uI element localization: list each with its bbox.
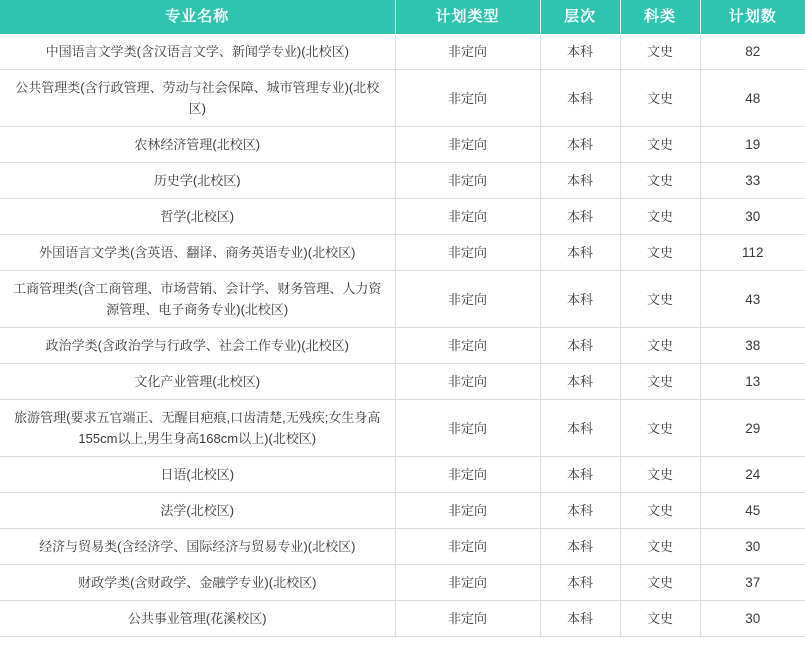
cell-level: 本科 xyxy=(540,199,620,235)
cell-plan-type: 非定向 xyxy=(395,601,540,637)
table-body xyxy=(0,34,805,637)
cell-major: 财政学类(含财政学、金融学专业)(北校区) xyxy=(0,565,395,601)
cell-major: 中国语言文学类(含汉语言文学、新闻学专业)(北校区) xyxy=(0,34,395,70)
table-row xyxy=(0,364,805,400)
column-header-count: 计划数 xyxy=(700,0,805,34)
cell-subject: 文史 xyxy=(620,235,700,271)
cell-major: 历史学(北校区) xyxy=(0,163,395,199)
table-row xyxy=(0,457,805,493)
table-row xyxy=(0,70,805,127)
table-row xyxy=(0,601,805,637)
table-row xyxy=(0,328,805,364)
table-row xyxy=(0,199,805,235)
cell-major: 政治学类(含政治学与行政学、社会工作专业)(北校区) xyxy=(0,328,395,364)
cell-subject: 文史 xyxy=(620,364,700,400)
cell-level: 本科 xyxy=(540,493,620,529)
cell-major: 农林经济管理(北校区) xyxy=(0,127,395,163)
cell-count: 43 xyxy=(700,271,805,328)
cell-count: 38 xyxy=(700,328,805,364)
table-row xyxy=(0,493,805,529)
cell-level: 本科 xyxy=(540,457,620,493)
cell-plan-type: 非定向 xyxy=(395,70,540,127)
cell-subject: 文史 xyxy=(620,127,700,163)
cell-major: 工商管理类(含工商管理、市场营销、会计学、财务管理、人力资源管理、电子商务专业)(北校区) xyxy=(0,271,395,328)
cell-subject: 文史 xyxy=(620,328,700,364)
cell-major: 日语(北校区) xyxy=(0,457,395,493)
cell-level: 本科 xyxy=(540,271,620,328)
cell-plan-type: 非定向 xyxy=(395,235,540,271)
cell-plan-type: 非定向 xyxy=(395,493,540,529)
cell-major: 外国语言文学类(含英语、翻译、商务英语专业)(北校区) xyxy=(0,235,395,271)
cell-count: 37 xyxy=(700,565,805,601)
cell-plan-type: 非定向 xyxy=(395,565,540,601)
cell-plan-type: 非定向 xyxy=(395,163,540,199)
cell-subject: 文史 xyxy=(620,400,700,457)
table-row xyxy=(0,565,805,601)
cell-subject: 文史 xyxy=(620,34,700,70)
column-header-subject: 科类 xyxy=(620,0,700,34)
cell-count: 29 xyxy=(700,400,805,457)
cell-subject: 文史 xyxy=(620,163,700,199)
cell-plan-type: 非定向 xyxy=(395,400,540,457)
cell-plan-type: 非定向 xyxy=(395,199,540,235)
table-row xyxy=(0,127,805,163)
cell-count: 112 xyxy=(700,235,805,271)
cell-count: 45 xyxy=(700,493,805,529)
cell-major: 旅游管理(要求五官端正、无醒目疤痕,口齿清楚,无残疾;女生身高155cm以上,男生身高168cm以上)(北校区) xyxy=(0,400,395,457)
cell-level: 本科 xyxy=(540,529,620,565)
cell-level: 本科 xyxy=(540,565,620,601)
cell-plan-type: 非定向 xyxy=(395,457,540,493)
cell-subject: 文史 xyxy=(620,529,700,565)
cell-subject: 文史 xyxy=(620,493,700,529)
cell-count: 33 xyxy=(700,163,805,199)
cell-subject: 文史 xyxy=(620,70,700,127)
cell-level: 本科 xyxy=(540,328,620,364)
cell-major: 公共事业管理(花溪校区) xyxy=(0,601,395,637)
cell-level: 本科 xyxy=(540,127,620,163)
cell-count: 13 xyxy=(700,364,805,400)
cell-count: 48 xyxy=(700,70,805,127)
cell-level: 本科 xyxy=(540,601,620,637)
cell-plan-type: 非定向 xyxy=(395,364,540,400)
table-row xyxy=(0,400,805,457)
cell-major: 文化产业管理(北校区) xyxy=(0,364,395,400)
cell-subject: 文史 xyxy=(620,565,700,601)
column-header-plan-type: 计划类型 xyxy=(395,0,540,34)
cell-subject: 文史 xyxy=(620,271,700,328)
table-header-row xyxy=(0,0,805,34)
cell-subject: 文史 xyxy=(620,601,700,637)
cell-major: 法学(北校区) xyxy=(0,493,395,529)
cell-count: 30 xyxy=(700,529,805,565)
cell-level: 本科 xyxy=(540,163,620,199)
cell-plan-type: 非定向 xyxy=(395,34,540,70)
cell-level: 本科 xyxy=(540,70,620,127)
table-header xyxy=(0,0,805,34)
cell-plan-type: 非定向 xyxy=(395,271,540,328)
column-header-level: 层次 xyxy=(540,0,620,34)
cell-level: 本科 xyxy=(540,364,620,400)
cell-subject: 文史 xyxy=(620,199,700,235)
cell-plan-type: 非定向 xyxy=(395,328,540,364)
cell-level: 本科 xyxy=(540,235,620,271)
cell-count: 24 xyxy=(700,457,805,493)
table-row xyxy=(0,271,805,328)
table-row xyxy=(0,163,805,199)
cell-level: 本科 xyxy=(540,400,620,457)
cell-count: 30 xyxy=(700,199,805,235)
cell-major: 公共管理类(含行政管理、劳动与社会保障、城市管理专业)(北校区) xyxy=(0,70,395,127)
cell-plan-type: 非定向 xyxy=(395,127,540,163)
table-row xyxy=(0,529,805,565)
cell-major: 经济与贸易类(含经济学、国际经济与贸易专业)(北校区) xyxy=(0,529,395,565)
table-row xyxy=(0,235,805,271)
column-header-major: 专业名称 xyxy=(0,0,395,34)
cell-major: 哲学(北校区) xyxy=(0,199,395,235)
cell-count: 19 xyxy=(700,127,805,163)
cell-subject: 文史 xyxy=(620,457,700,493)
cell-count: 30 xyxy=(700,601,805,637)
cell-count: 82 xyxy=(700,34,805,70)
cell-level: 本科 xyxy=(540,34,620,70)
cell-plan-type: 非定向 xyxy=(395,529,540,565)
table-row xyxy=(0,34,805,70)
